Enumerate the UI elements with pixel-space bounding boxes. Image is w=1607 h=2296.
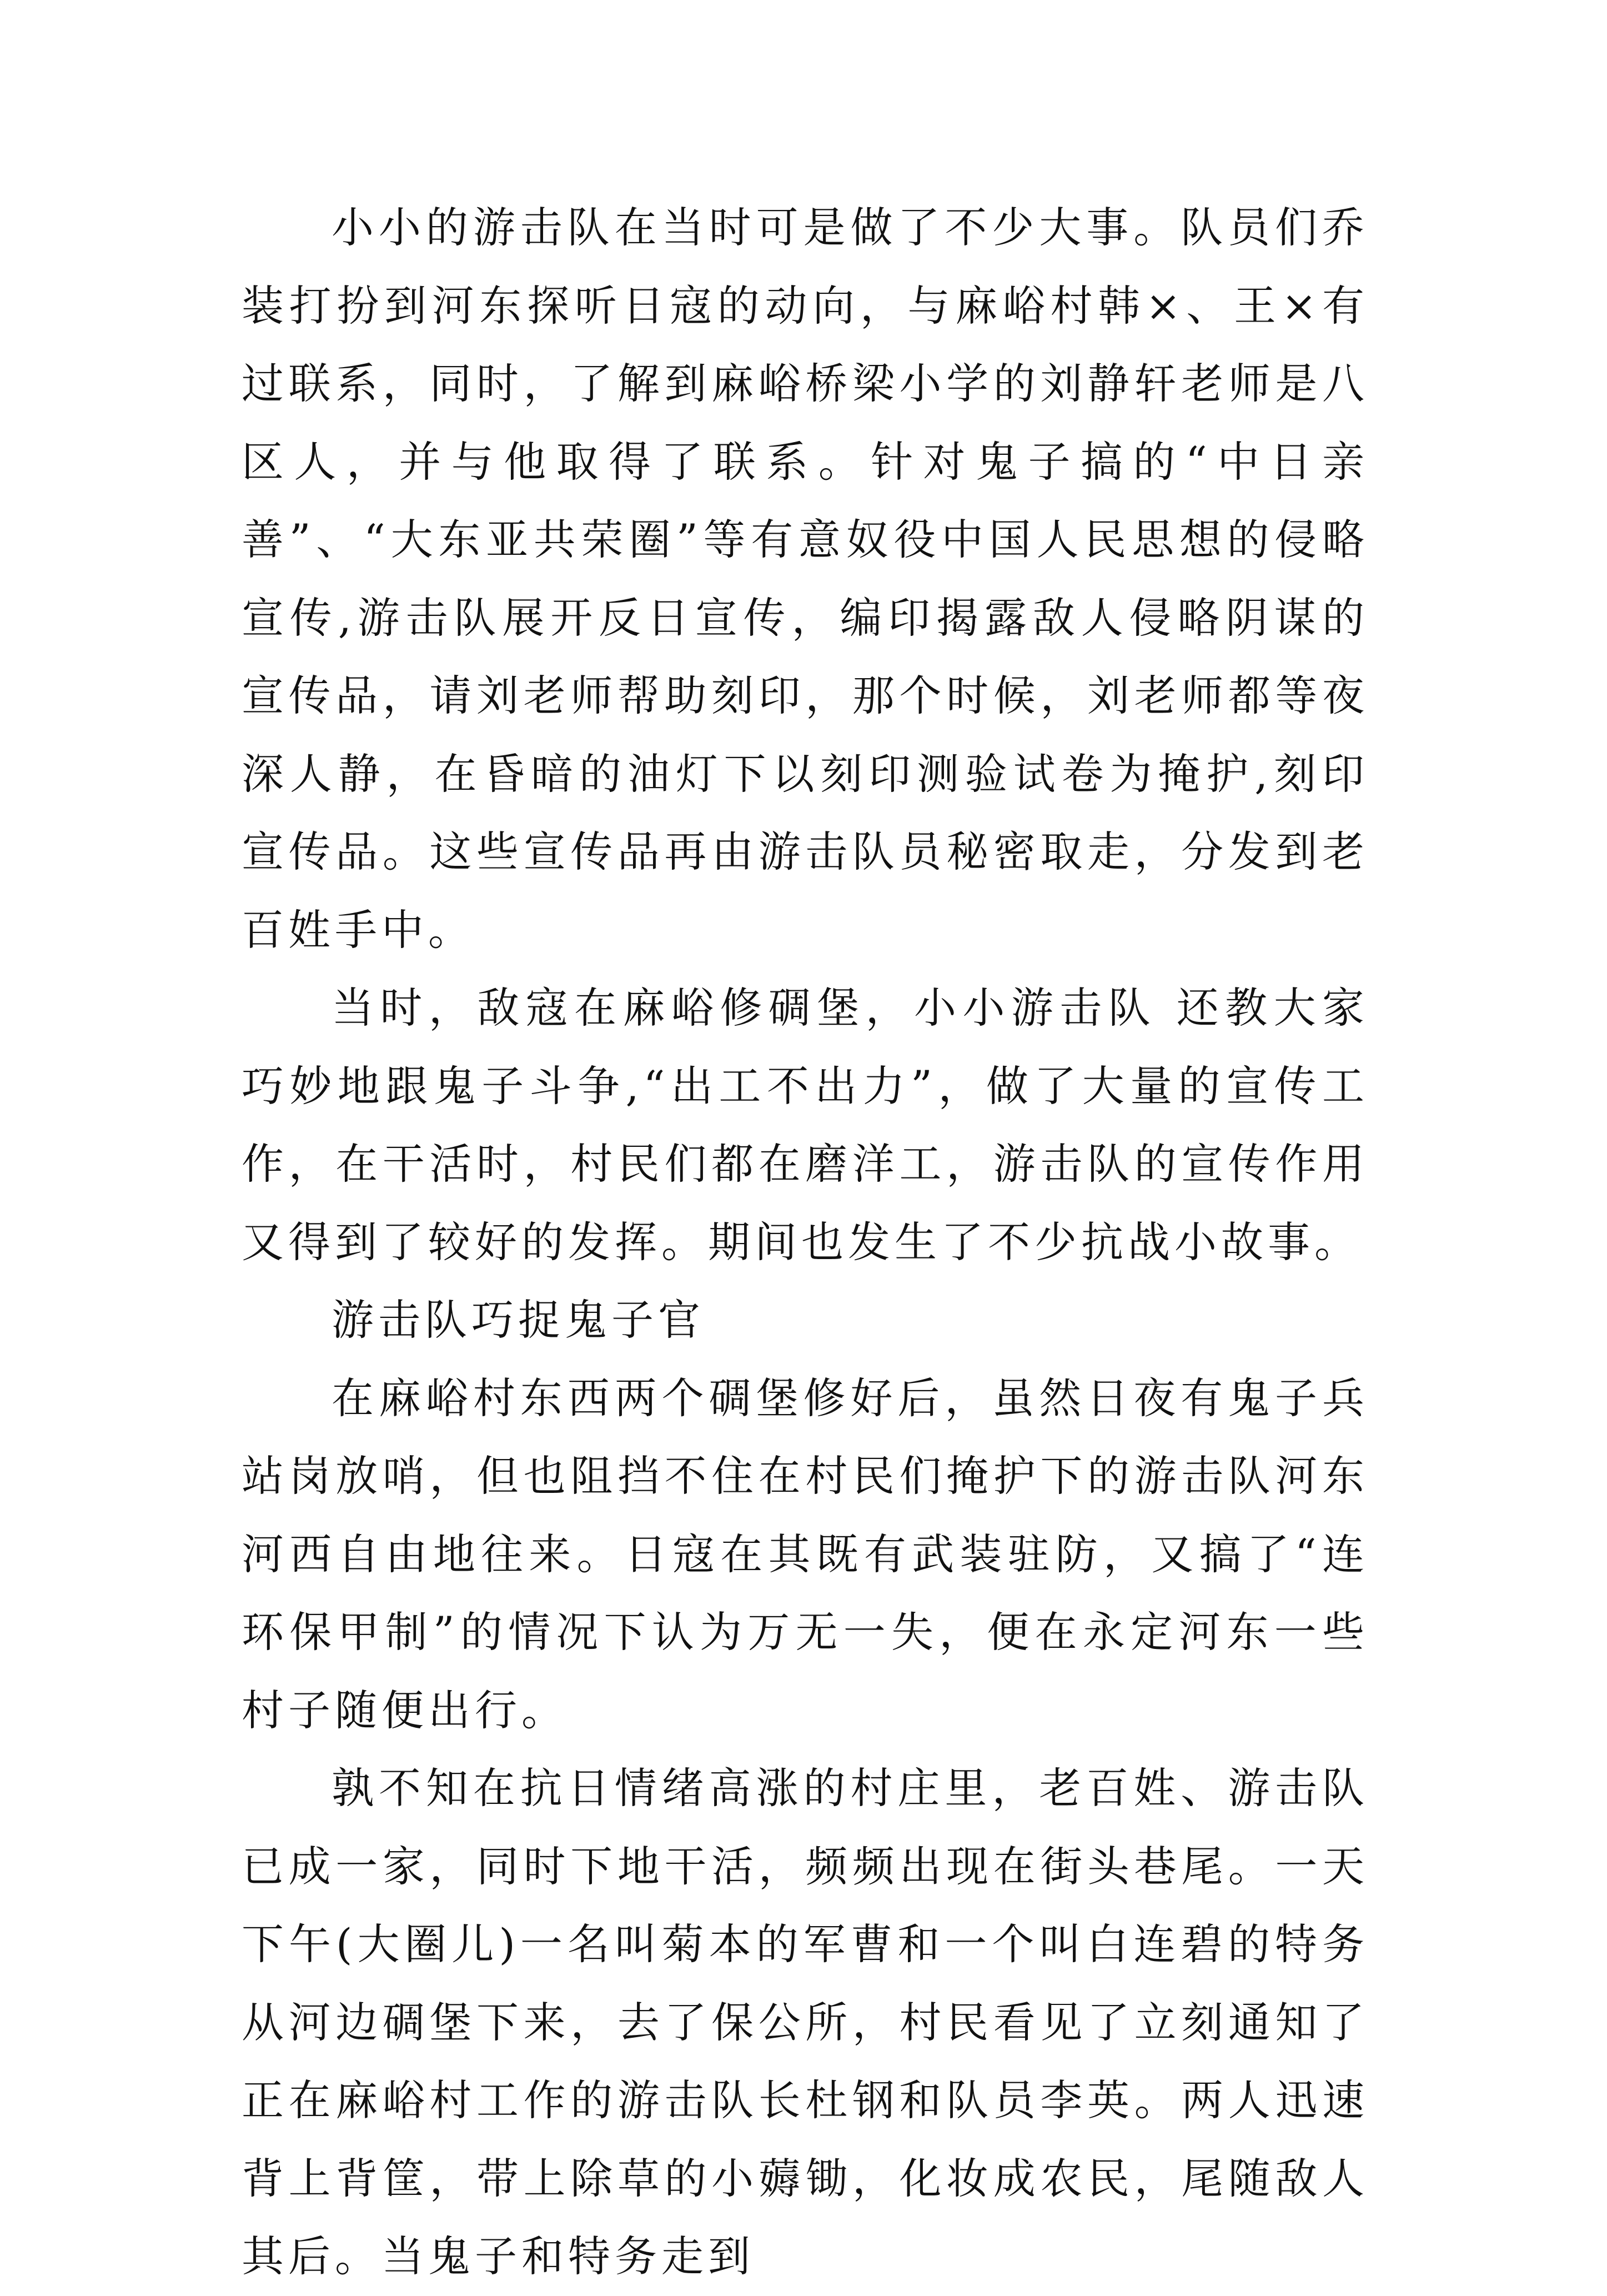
body-text	[242, 189, 1369, 2296]
paragraph-1: 小小的游击队在当时可是做了不少大事。队员们乔装打扮到河东探听日寇的动向，与麻峪村韩×、王×有过联系，同时，了解到麻峪桥梁小学的刘静轩老师是八区人，并与他取得了联系。针对鬼子搞的“中日亲善”、“大东亚共荣圈”等有意奴役中国人民思想的侵略宣传,游击队展开反日宣传，编印揭露敌人侵略阴谋的宣传品，请刘老师帮助刻印，那个时候，刘老师都等夜深人静，在昏暗的油灯下以刻印测验试卷为掩护,刻印宣传品。这些宣传品再由游击队员秘密取走，分发到老百姓手中。	[242, 203, 1369, 955]
section-subheading: 游击队巧捉鬼子官	[332, 1295, 705, 1345]
paragraph-2: 当时，敌寇在麻峪修碉堡，小小游击队 还教大家巧妙地跟鬼子斗争,“出工不出力”，做了大量的宣传工作，在干活时，村民们都在磨洋工，游击队的宣传作用又得到了较好的发挥。期间也发生了不少抗战小故事。	[242, 983, 1369, 1267]
paragraph-3: 在麻峪村东西两个碉堡修好后，虽然日夜有鬼子兵站岗放哨，但也阻挡不住在村民们掩护下的游击队河东河西自由地往来。日寇在其既有武装驻防，又搞了“连环保甲制”的情况下认为万无一失，便在永定河东一些村子随便出行。	[242, 1373, 1369, 1735]
paragraph-4: 孰不知在抗日情绪高涨的村庄里，老百姓、游击队已成一家，同时下地干活，频频出现在街头巷尾。一天下午(大圈儿)一名叫菊本的军曹和一个叫白连碧的特务从河边碉堡下来，去了保公所，村民看见了立刻通知了正在麻峪村工作的游击队长杜钢和队员李英。两人迅速背上背筐，带上除草的小薅锄，化妆成农民，尾随敌人其后。当鬼子和特务走到	[242, 1763, 1369, 2281]
